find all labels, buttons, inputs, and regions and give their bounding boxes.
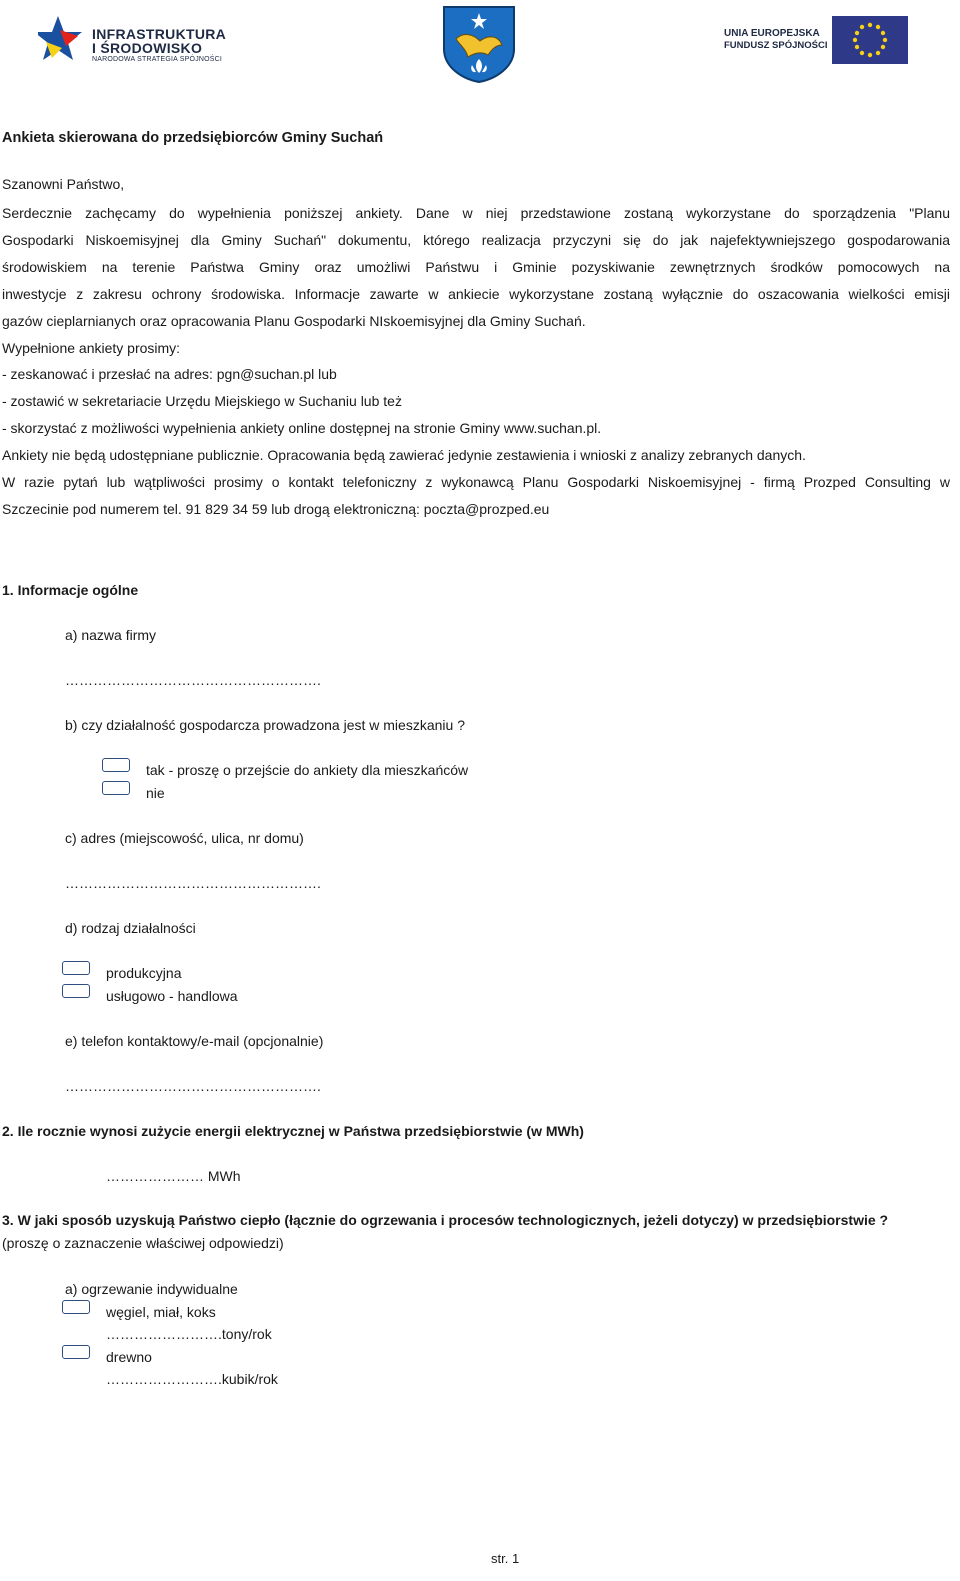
contact-line: W razie pytań lub wątpliwości prosimy o kontakt telefoniczny z wykonawcą Planu Gospodarki Niskoemisyjnej - firmą Prozped Consulting w bbox=[2, 474, 950, 490]
company-name-field[interactable]: ………………………………………………. bbox=[65, 672, 321, 688]
return-option: - skorzystać z możliwości wypełnienia ankiety online dostępnej na stronie Gminy www.suchan.pl. bbox=[2, 420, 602, 436]
star-logo-icon bbox=[38, 12, 88, 68]
eu-logo bbox=[700, 8, 920, 72]
checkbox-services-trade[interactable] bbox=[62, 984, 90, 998]
contact-line: Szczecinie pod numerem tel. 91 829 34 59 lub drogą elektroniczną: poczta@prozped.eu bbox=[2, 501, 550, 517]
return-option: - zeskanować i przesłać na adres: pgn@suchan.pl lub bbox=[2, 366, 337, 382]
infrastruktura-logo bbox=[38, 12, 238, 68]
electricity-field[interactable]: ………………… MWh bbox=[106, 1168, 241, 1184]
page-number: str. 1 bbox=[491, 1551, 520, 1566]
question-label: c) adres (miejscowość, ulica, nr domu) bbox=[65, 830, 304, 846]
checkbox-production[interactable] bbox=[62, 961, 90, 975]
question-label: d) rodzaj działalności bbox=[65, 920, 196, 936]
question-label: e) telefon kontaktowy/e-mail (opcjonalnie) bbox=[65, 1033, 324, 1049]
privacy-note: Ankiety nie będą udostępniane publicznie. Opracowania będą zawierać jedynie zestawienia i wnioski z analizy zebranych danych. bbox=[2, 447, 806, 463]
intro-line: inwestycje z zakresu ochrony środowiska. Informacje zawarte w ankiecie wykorzystane zostaną wyłącznie do oszacowania wielkości emisji bbox=[2, 286, 950, 302]
section-2-heading: 2. Ile rocznie wynosi zużycie energii elektrycznej w Państwa przedsiębiorstwie (w MWh) bbox=[2, 1123, 584, 1139]
gmina-crest bbox=[440, 5, 518, 83]
question-label: a) ogrzewanie indywidualne bbox=[65, 1281, 238, 1297]
intro-line: Gospodarki Niskoemisyjnej dla Gminy Suchań" dokumentu, którego realizacja przyczyni się do jak najefektywniejszego gospodarowania bbox=[2, 232, 950, 248]
eu-logo-line-2: FUNDUSZ SPÓJNOŚCI bbox=[724, 40, 828, 51]
greeting: Szanowni Państwo, bbox=[2, 176, 125, 192]
return-intro: Wypełnione ankiety prosimy: bbox=[2, 340, 181, 356]
section-1-heading: 1. Informacje ogólne bbox=[2, 582, 139, 598]
checkbox-home-business-yes[interactable] bbox=[102, 758, 130, 772]
survey-title: Ankieta skierowana do przedsiębiorców Gminy Suchań bbox=[2, 130, 384, 146]
question-label: b) czy działalność gospodarcza prowadzona jest w mieszkaniu ? bbox=[65, 717, 465, 733]
option-label: usługowo - handlowa bbox=[106, 988, 238, 1004]
logo-line-1: INFRASTRUKTURA bbox=[92, 26, 227, 42]
checkbox-home-business-no[interactable] bbox=[102, 781, 130, 795]
logo-line-3: NARODOWA STRATEGIA SPÓJNOŚCI bbox=[92, 56, 223, 63]
intro-line: środowiskiem na terenie Państwa Gminy oraz umożliwi Państwu i Gminie pozyskiwanie zewnętrznych środków pomocowych na bbox=[2, 259, 950, 275]
checkbox-wood[interactable] bbox=[62, 1345, 90, 1359]
option-label: nie bbox=[146, 785, 165, 801]
return-option: - zostawić w sekretariacie Urzędu Miejskiego w Suchaniu lub też bbox=[2, 393, 402, 409]
option-label: produkcyjna bbox=[106, 965, 182, 981]
option-label: drewno bbox=[106, 1349, 152, 1365]
address-field[interactable]: ………………………………………………. bbox=[65, 875, 321, 891]
intro-line: gazów cieplarnianych oraz opracowania Planu Gospodarki NIskoemisyjnej dla Gminy Suchań. bbox=[2, 313, 586, 329]
option-label: węgiel, miał, koks bbox=[106, 1304, 216, 1320]
section-3-subheading: (proszę o zaznaczenie właściwej odpowiedzi) bbox=[2, 1235, 284, 1251]
coal-amount-field[interactable]: …………………….tony/rok bbox=[106, 1326, 272, 1342]
section-3-heading: 3. W jaki sposób uzyskują Państwo ciepło (łącznie do ogrzewania i procesów technologicznych, jeżeli dotyczy) w przedsiębiorstwie ? bbox=[2, 1212, 889, 1228]
logo-line-2: I ŚRODOWISKO bbox=[92, 40, 203, 56]
checkbox-coal[interactable] bbox=[62, 1300, 90, 1314]
wood-amount-field[interactable]: …………………….kubik/rok bbox=[106, 1371, 278, 1387]
question-label: a) nazwa firmy bbox=[65, 627, 157, 643]
coat-of-arms-icon bbox=[440, 5, 518, 83]
option-label: tak - proszę o przejście do ankiety dla mieszkańców bbox=[146, 762, 469, 778]
eu-logo-line-1: UNIA EUROPEJSKA bbox=[724, 28, 820, 39]
contact-field[interactable]: ………………………………………………. bbox=[65, 1078, 321, 1094]
eu-flag-icon bbox=[832, 16, 908, 64]
intro-line: Serdecznie zachęcamy do wypełnienia poniższej ankiety. Dane w niej przedstawione zostaną wykorzystane do sporządzenia "Planu bbox=[2, 205, 950, 221]
